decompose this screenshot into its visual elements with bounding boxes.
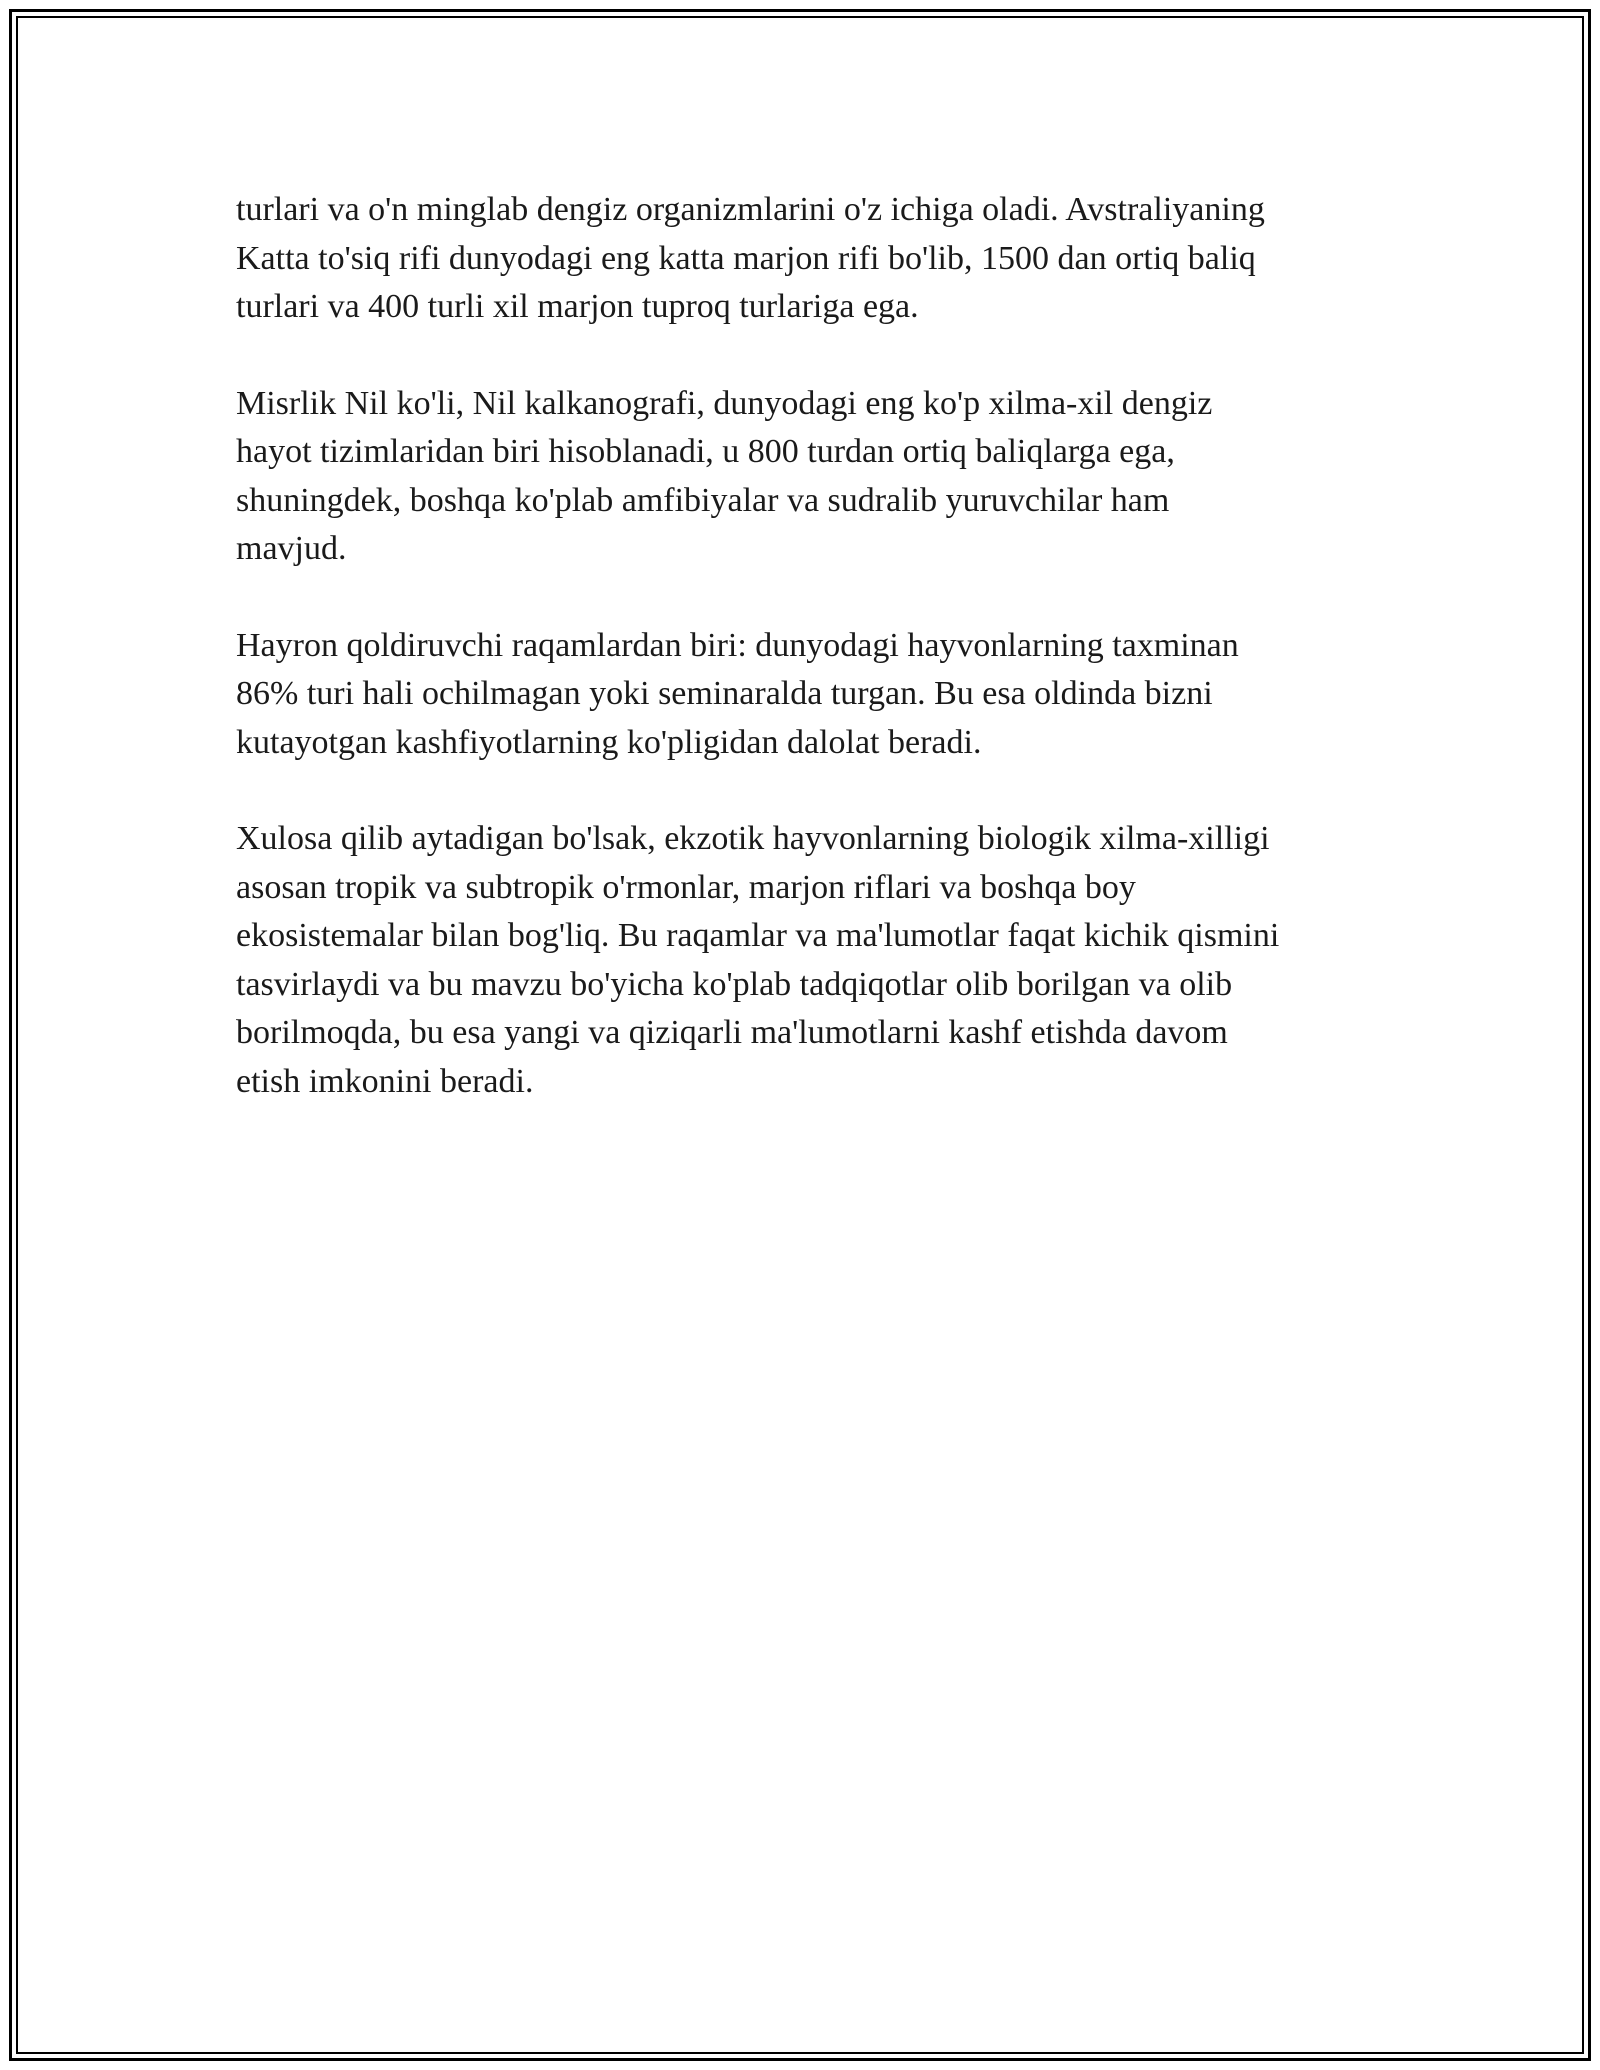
text-line: 86% turi hali ochilmagan yoki seminaralda turgan. Bu esa oldinda bizni	[236, 675, 1213, 712]
text-line: tasvirlaydi va bu mavzu bo'yicha ko'plab tadqiqotlar olib borilgan va olib	[236, 965, 1233, 1003]
text-line: shuningdek, boshqa ko'plab amfibiyalar va sudralib yuruvchilar ham	[236, 481, 1170, 519]
text-line: mavjud.	[236, 530, 347, 567]
paragraph-1	[236, 186, 1366, 332]
document-body	[236, 186, 1366, 1154]
text-line: etish imkonini beradi.	[236, 1062, 534, 1100]
text-line: kutayotgan kashfiyotlarning ko'pligidan dalolat beradi.	[236, 723, 982, 761]
text-line: Xulosa qilib aytadigan bo'lsak, ekzotik hayvonlarning biologik xilma-xilligi	[236, 820, 1270, 857]
text-line: Hayron qoldiruvchi raqamlardan biri: dunyodagi hayvonlarning taxminan	[236, 626, 1239, 664]
text-line: ekosistemalar bilan bog'liq. Bu raqamlar va ma'lumotlar faqat kichik qismini	[236, 917, 1280, 954]
text-line: Misrlik Nil ko'li, Nil kalkanografi, dunyodagi eng ko'p xilma-xil dengiz	[236, 384, 1213, 422]
text-line: turlari va 400 turli xil marjon tuproq turlariga ega.	[236, 288, 919, 325]
text-line: hayot tizimlaridan biri hisoblanadi, u 800 turdan ortiq baliqlarga ega,	[236, 433, 1175, 470]
paragraph-4	[236, 815, 1366, 1106]
text-line: borilmoqda, bu esa yangi va qiziqarli ma'lumotlarni kashf etishda davom	[236, 1014, 1228, 1051]
text-line: asosan tropik va subtropik o'rmonlar, marjon riflari va boshqa boy	[236, 868, 1136, 906]
paragraph-3	[236, 622, 1366, 768]
text-line: turlari va o'n minglab dengiz organizmlarini o'z ichiga oladi. Avstraliyaning	[236, 191, 1265, 228]
text-line: Katta to'siq rifi dunyodagi eng katta marjon rifi bo'lib, 1500 dan ortiq baliq	[236, 239, 1256, 277]
paragraph-2	[236, 380, 1366, 574]
